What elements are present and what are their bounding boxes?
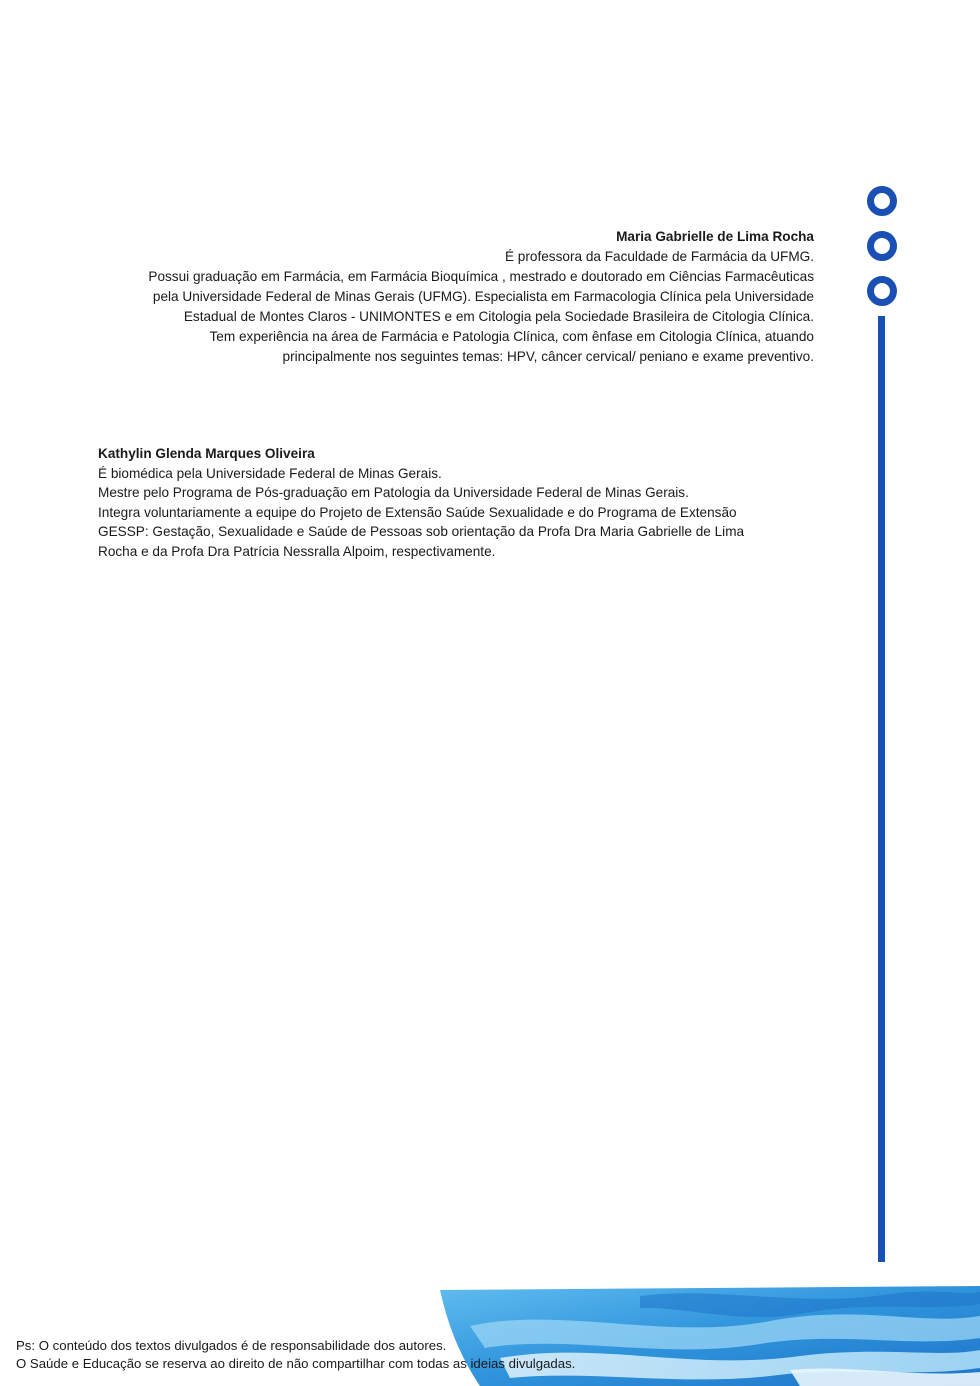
footer-line-2: O Saúde e Educação se reserva ao direito de não compartilhar com todas as ideias divulgadas.	[16, 1356, 576, 1371]
bio-line: Estadual de Montes Claros - UNIMONTES e em Citologia pela Sociedade Brasileira de Citologia Clínica.	[183, 309, 814, 324]
bio-line: É professora da Faculdade de Farmácia da UFMG.	[504, 249, 814, 264]
decorative-circle-icon	[867, 231, 897, 261]
bio-line: Tem experiência na área de Farmácia e Patologia Clínica, com ênfase em Citologia Clínica, atuando	[209, 329, 814, 344]
author-name: Maria Gabrielle de Lima Rocha	[616, 229, 814, 244]
decorative-circle-icon	[867, 186, 897, 216]
bio-line: Rocha e da Profa Dra Patrícia Nessralla Alpoim, respectivamente.	[98, 543, 496, 559]
bio-line: Integra voluntariamente a equipe do Projeto de Extensão Saúde Sexualidade e do Programa de Extensão	[98, 504, 737, 520]
footer-line-1: Ps: O conteúdo dos textos divulgados é de responsabilidade dos autores.	[16, 1338, 447, 1353]
bio-line: Mestre pelo Programa de Pós-graduação em Patologia da Universidade Federal de Minas Gerais.	[98, 485, 689, 501]
footer-disclaimer	[16, 1337, 716, 1373]
decorative-vertical-bar	[878, 316, 885, 1262]
author-bio-2	[98, 444, 798, 562]
bio-line: principalmente nos seguintes temas: HPV, câncer cervical/ peniano e exame preventivo.	[282, 349, 814, 364]
author-bio-1	[90, 227, 814, 367]
decorative-circle-icon	[867, 276, 897, 306]
bio-line: Possui graduação em Farmácia, em Farmácia Bioquímica , mestrado e doutorado em Ciências Farmacêuticas	[148, 269, 814, 284]
bio-line: GESSP: Gestação, Sexualidade e Saúde de Pessoas sob orientação da Profa Dra Maria Gabrielle de Lima	[98, 524, 745, 540]
bio-line: É biomédica pela Universidade Federal de Minas Gerais.	[98, 465, 442, 481]
author-name: Kathylin Glenda Marques Oliveira	[98, 446, 315, 461]
bio-line: pela Universidade Federal de Minas Gerais (UFMG). Especialista em Farmacologia Clínica pela Universidade	[152, 289, 814, 304]
